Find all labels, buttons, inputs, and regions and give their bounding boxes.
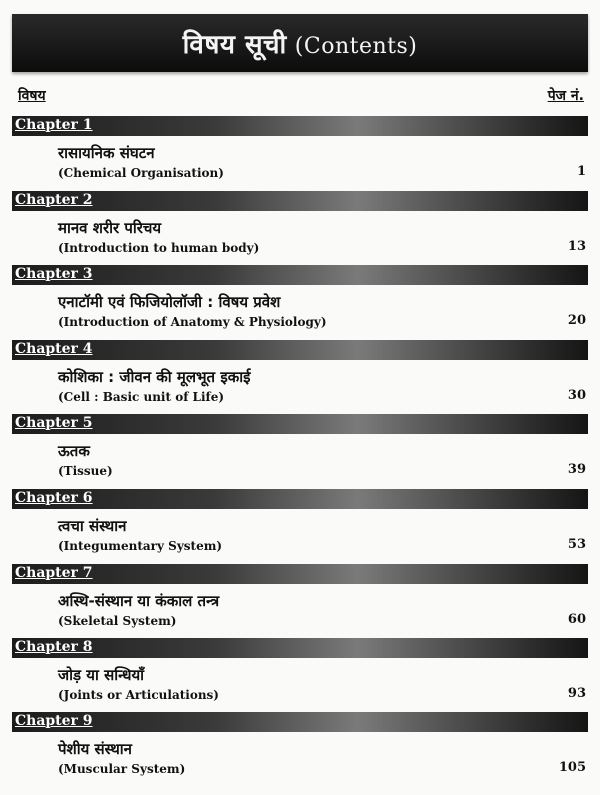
title-hindi: विषय सूची [182, 30, 287, 60]
chapter-title-hindi: मानव शरीर परिचय [58, 219, 162, 237]
chapter-bar [12, 564, 588, 584]
chapter-bar [12, 340, 588, 360]
column-header-page: पेज नं. [547, 88, 584, 104]
chapter-title-hindi: त्वचा संस्थान [58, 517, 127, 535]
chapter-label[interactable]: Chapter 7 [15, 565, 93, 581]
title-english: (Contents) [294, 34, 418, 59]
chapter-entry-3[interactable] [12, 265, 588, 339]
chapter-label[interactable]: Chapter 1 [15, 117, 93, 133]
chapter-title-hindi: रासायनिक संघटन [58, 144, 155, 162]
chapter-title-english: (Skeletal System) [58, 614, 177, 628]
chapter-label[interactable]: Chapter 6 [15, 490, 93, 506]
chapter-page-number: 93 [567, 686, 586, 701]
chapter-title-hindi: कोशिका : जीवन की मूलभूत इकाई [58, 368, 251, 386]
chapter-label[interactable]: Chapter 5 [15, 415, 93, 431]
chapter-title-english: (Introduction of Anatomy & Physiology) [58, 315, 327, 329]
chapter-page-number: 20 [567, 313, 586, 328]
chapter-title-english: (Tissue) [58, 464, 113, 478]
chapter-label[interactable]: Chapter 3 [15, 266, 93, 282]
chapter-title-english: (Integumentary System) [58, 539, 223, 553]
chapter-page-number: 105 [558, 760, 586, 775]
chapter-title-hindi: पेशीय संस्थान [58, 740, 132, 758]
chapter-title-hindi: जोड़ या सन्धियाँ [58, 666, 145, 684]
chapter-title-hindi: ऊतक [58, 442, 90, 460]
chapter-label[interactable]: Chapter 2 [15, 192, 93, 208]
chapter-entry-5[interactable] [12, 414, 588, 488]
title-banner [12, 14, 588, 72]
chapter-bar [12, 712, 588, 732]
chapter-page-number: 39 [567, 462, 586, 477]
chapter-page-number: 13 [567, 239, 586, 254]
chapter-bar [12, 116, 588, 136]
column-header-subject: विषय [18, 88, 46, 104]
chapter-entry-8[interactable] [12, 638, 588, 712]
chapter-page-number: 1 [576, 164, 586, 179]
chapter-bar [12, 489, 588, 509]
chapter-bar [12, 191, 588, 211]
chapter-title-english: (Joints or Articulations) [58, 688, 219, 702]
chapter-title-english: (Cell : Basic unit of Life) [58, 390, 225, 404]
chapter-label[interactable]: Chapter 8 [15, 639, 93, 655]
chapter-entry-4[interactable] [12, 340, 588, 414]
chapter-entry-9[interactable] [12, 712, 588, 786]
chapter-bar [12, 265, 588, 285]
chapter-bar [12, 638, 588, 658]
chapter-entry-2[interactable] [12, 191, 588, 265]
chapter-title-english: (Chemical Organisation) [58, 166, 224, 180]
chapter-page-number: 53 [567, 537, 586, 552]
chapter-label[interactable]: Chapter 4 [15, 341, 93, 357]
chapter-title-hindi: अस्थि-संस्थान या कंकाल तन्त्र [58, 592, 220, 610]
chapter-page-number: 60 [567, 612, 586, 627]
chapter-title-hindi: एनाटॉमी एवं फिजियोलॉजी : विषय प्रवेश [58, 293, 281, 311]
chapter-title-english: (Introduction to human body) [58, 241, 260, 255]
chapter-entry-1[interactable] [12, 116, 588, 190]
chapter-entry-7[interactable] [12, 564, 588, 638]
page-title [183, 25, 418, 61]
chapter-title-english: (Muscular System) [58, 762, 186, 776]
chapter-bar [12, 414, 588, 434]
chapter-label[interactable]: Chapter 9 [15, 713, 93, 729]
chapter-entry-6[interactable] [12, 489, 588, 563]
chapter-page-number: 30 [567, 388, 586, 403]
